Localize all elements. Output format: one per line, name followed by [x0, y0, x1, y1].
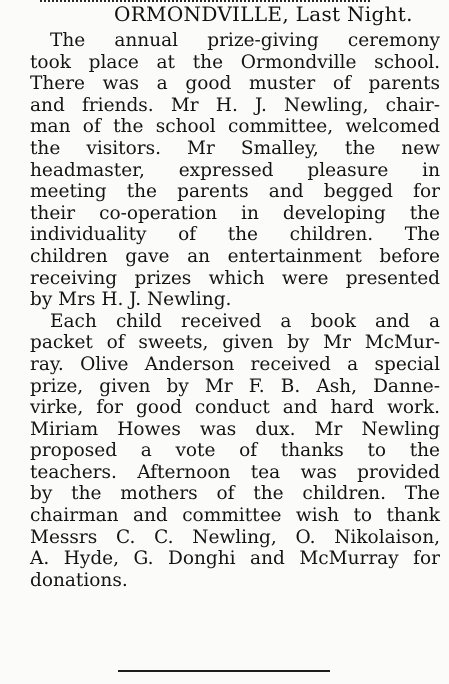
text-line: individuality of the children. The — [30, 224, 440, 246]
text-line: by the mothers of the children. The — [30, 483, 440, 505]
text-line: ray. Olive Anderson received a special — [30, 353, 440, 375]
text-line: proposed a vote of thanks to the — [30, 440, 440, 462]
text-line: There was a good muster of parents — [30, 73, 440, 95]
article-paragraph — [12, 311, 440, 592]
text-line: teachers. Afternoon tea was provided — [30, 461, 440, 483]
text-line: headmaster, expressed pleasure in — [30, 159, 440, 181]
text-line: took place at the Ormondville school. — [30, 51, 440, 73]
text-line: the visitors. Mr Smalley, the new — [30, 137, 440, 159]
text-line: by Mrs H. J. Newling. — [30, 289, 232, 311]
article-paragraph — [12, 30, 440, 311]
text-line: prize, given by Mr F. B. Ash, Danne- — [30, 375, 440, 397]
text-line: The annual prize-giving ceremony — [50, 30, 440, 51]
text-line: donations. — [30, 569, 128, 591]
text-line: virke, for good conduct and hard work. — [30, 397, 440, 419]
text-line: Each child received a book and a — [50, 310, 440, 332]
article-headline: ORMONDVILLE, Last Night. — [114, 2, 413, 26]
text-line: Messrs C. C. Newling, O. Nikolaison, — [30, 526, 440, 548]
text-line: packet of sweets, given by Mr McMur- — [30, 332, 440, 354]
end-of-article-rule — [118, 670, 330, 672]
text-line: man of the school committee, welcomed — [30, 116, 440, 138]
text-line: A. Hyde, G. Donghi and McMurray for — [30, 548, 440, 570]
text-line: receiving prizes which were presented — [30, 267, 440, 289]
text-line: and friends. Mr H. J. Newling, chair- — [30, 94, 440, 116]
text-line: meeting the parents and begged for — [30, 181, 440, 203]
article-body — [12, 30, 440, 591]
text-line: Miriam Howes was dux. Mr Newling — [30, 418, 440, 440]
text-line: their co-operation in developing the — [30, 202, 440, 224]
text-line: chairman and committee wish to thank — [30, 505, 440, 527]
text-line: children gave an entertainment before — [30, 245, 440, 267]
